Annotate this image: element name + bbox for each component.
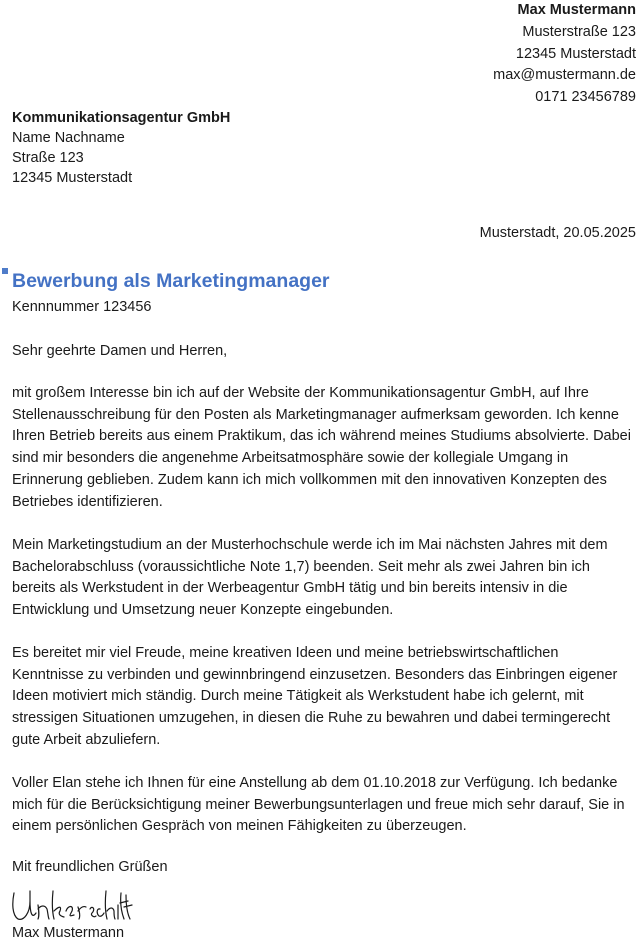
salutation: Sehr geehrte Damen und Herren, [12, 343, 228, 359]
sender-block [493, 0, 636, 109]
signer-name: Max Mustermann [12, 925, 125, 941]
sender-city: 12345 Musterstadt [515, 45, 636, 62]
body-paragraph-2: Mein Marketingstudium an der Musterhochschule werde ich im Mai nächsten Jahres mit dem Bachelorabschluss (voraussichtliche Note 1,7) beenden. Seit mehr als zwei Jahren bin ich bereits als Werkstudent in der Werbeagentur GmbH tätig und bin bereits intensiv in die Entwicklung und Umsetzung neuer Konzepte eingebunden. [12, 537, 608, 619]
sender-name: Max Mustermann [517, 2, 636, 18]
sender-email: max@mustermann.de [493, 67, 636, 84]
sender-street: Musterstraße 123 [522, 23, 636, 40]
letter-subject: Bewerbung als Marketingmanager [12, 270, 330, 292]
recipient-block [12, 108, 230, 188]
sender-phone: 0171 23456789 [535, 89, 636, 106]
subject-marker-icon [2, 268, 8, 274]
recipient-street: Straße 123 [12, 150, 84, 166]
body-paragraph-1: mit großem Interesse bin ich auf der Website der Kommunikationsagentur GmbH, auf Ihre Stellenausschreibung für den Posten als Marketingmanager aufmerksam geworden. Ich kenne Ihren Betrieb bereits aus einem Praktikum, das ich während meines Studiums absolvierte. Dabei sind mir besonders die angenehme Arbeitsatmosphäre sowie der kollegiale Umgang in Erinnerung geblieben. Zudem kann ich mich vollkommen mit den innovativen Konzepten des Betriebes identifizieren. [12, 385, 631, 510]
recipient-city: 12345 Musterstadt [12, 170, 133, 186]
letter-date: Musterstadt, 20.05.2025 [479, 225, 636, 241]
signature-image [8, 883, 133, 925]
body-paragraph-3: Es bereitet mir viel Freude, meine kreativen Ideen und meine betriebswirtschaftlichen Kenntnisse zu verbinden und gewinnbringend einzusetzen. Besonders das Einbringen eigener Ideen motiviert mich ständig. Durch meine Tätigkeit als Werkstudent habe ich gelernt, mit stressigen Situationen umzugehen, in diesen die Ruhe zu bewahren und dabei termingerecht gute Arbeit abzuliefern. [12, 645, 618, 748]
recipient-contact: Name Nachname [12, 130, 125, 146]
body-paragraph-4: Voller Elan stehe ich Ihnen für eine Anstellung ab dem 01.10.2018 zur Verfügung. Ich bedanke mich für die Berücksichtigung meiner Bewerbungsunterlagen und freue mich sehr darauf, Sie in einem persönlichen Gespräch von meinen Fähigkeiten zu überzeugen. [12, 775, 625, 835]
recipient-company: Kommunikationsagentur GmbH [12, 110, 231, 126]
reference-number: Kennnummer 123456 [12, 299, 152, 315]
closing: Mit freundlichen Grüßen [12, 859, 168, 875]
